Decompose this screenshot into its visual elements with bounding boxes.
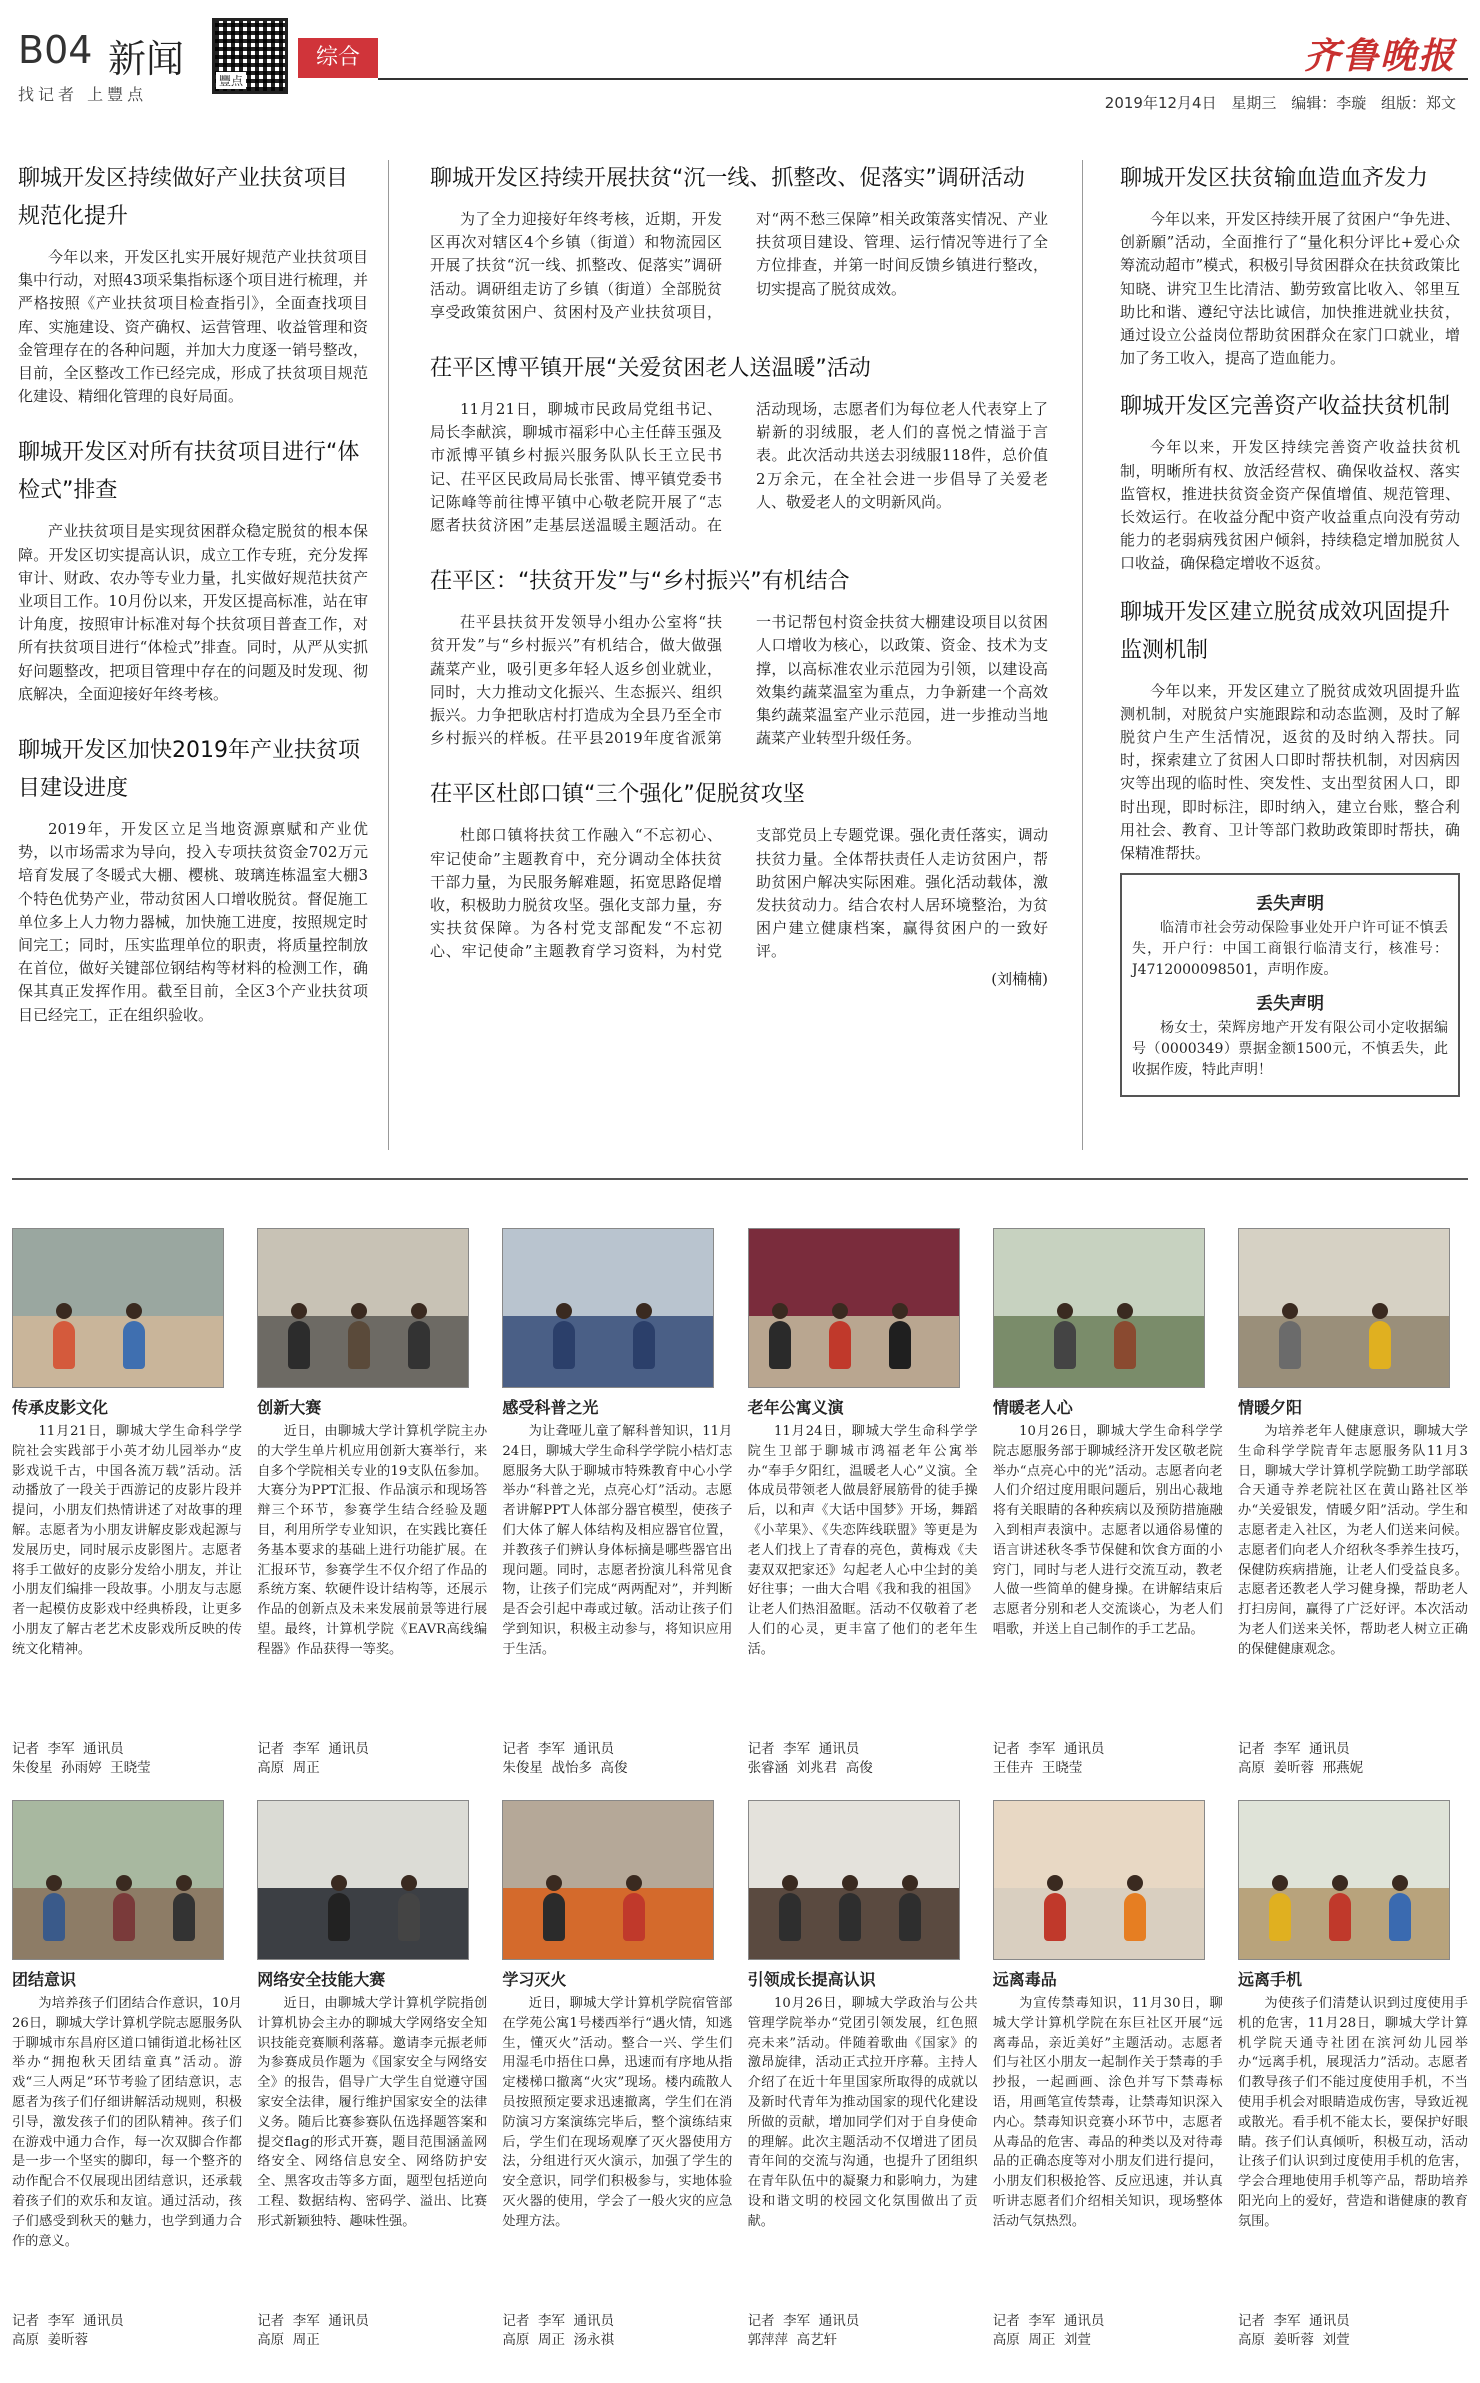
person-figure <box>288 1321 310 1369</box>
card-title: 创新大赛 <box>257 1398 322 1417</box>
page-number: B04 <box>18 28 93 72</box>
card-body: 11月24日，聊城大学生命科学学院生卫部于聊城市鸿福老年公寓举办“奉手夕阳红，温暖老人心”义演。全体成员带领老人做晨舒展筋骨的徒手操后，以和声《大话中国梦》开场，舞蹈《小苹果》、《失恋阵线联盟》等更是为老人们找上了青春的亮色，黄梅戏《夫妻双双把家还》勾起老人心中尘封的美好往事；一曲大合唱《我和我的祖国》让老人们热泪盈眶。活动不仅敬着了老人们的心灵，更丰富了他们的老年生活。 <box>747 1424 978 1657</box>
photo-bg <box>503 1801 713 1888</box>
photo-bg <box>13 1801 223 1888</box>
article-body: 今年以来，开发区持续开展了贫困户“争先进、创新願”活动，全面推行了“量化积分评比+爱心众筹流动超市”模式，积极引导贫困群众在扶贫政策比知晓、讲究卫生比清洁、勤劳致富比收入、邻里互助比和谐、遵纪守法比诚信，加快推进就业扶贫，通过设立公益岗位帮助贫困群众在家门口就业，增加了务工收入，提高了造血能力。 <box>1120 210 1460 368</box>
article-title: 聊城开发区持续做好产业扶贫项目规范化提升 <box>18 166 349 229</box>
article-body: 为了全力迎接好年终考核，近期，开发区再次对辖区4个乡镇（街道）和物流园区开展了扶贫“沉一线、抓整改、促落实”调研活动。调研组走访了乡镇（街道）全部脱贫享受政策贫困户、贫困村及产业扶贫项目，对“两不愁三保障”相关政策落实情况、产业扶贫项目建设、管理、运行情况等进行了全方位排查，并第一时间反馈乡镇进行整改，切实提高了脱贫成效。 <box>430 210 1048 321</box>
person-figure <box>123 1321 145 1369</box>
photo-news-card <box>12 1228 242 1778</box>
article-body: 今年以来，开发区持续完善资产收益扶贫机制，明晰所有权、放活经营权、确保收益权、落实监管权，推进扶贫资金资产保值增值、规范管理、长效运行。在收益分配中资产收益重点向没有劳动能力的老弱病残贫困户倾斜，持续稳定增加脱贫人口收益，确保稳定增收不返贫。 <box>1120 438 1460 573</box>
photo-bg <box>994 1229 1204 1316</box>
card-title: 老年公寓义演 <box>747 1398 844 1417</box>
article-title: 聊城开发区加快2019年产业扶贫项目建设进度 <box>18 738 360 802</box>
article-title: 聊城开发区持续开展扶贫“沉一线、抓整改、促落实”调研活动 <box>430 166 1025 191</box>
photo-fg <box>994 1316 1204 1387</box>
person-figure <box>1114 1321 1136 1369</box>
article-title: 聊城开发区对所有扶贫项目进行“体检式”排查 <box>18 440 360 504</box>
photo-fg <box>503 1888 713 1959</box>
notice-body: 杨女士，荣辉房地产开发有限公司小定收据编号（0000349）票据金额1500元，不慎丢失，此收据作废，特此声明！ <box>1132 1020 1448 1079</box>
card-body: 为培养孩子们团结合作意识，10月26日，聊城大学计算机学院志愿服务队于聊城市东昌府区道口铺街道北杨社区举办“拥抱秋天团结童真”活动。游戏“三人两足”环节考验了团结意识，志愿者为孩子们仔细讲解活动规则，积极引导，激发孩子们的团队精神。孩子们在游戏中通力合作，每一次双脚合作都是一步一个坚实的脚印，每一个整齐的动作配合不仅展现出团结意识，还承载着孩子们的欢乐和友谊。通过活动，孩子们感受到秋天的魅力，也学到通力合作的意义。 <box>12 1996 242 2249</box>
photo-news-card <box>502 1800 732 2350</box>
news-photo <box>993 1800 1205 1960</box>
left-column <box>18 160 368 1053</box>
article-title: 茌平区博平镇开展“关爱贫困老人送温暖”活动 <box>430 356 871 382</box>
card-credit: 记者 李军 通讯员 王佳卉 王晓莹 <box>992 1741 1105 1776</box>
article <box>1120 594 1460 866</box>
card-body: 为宣传禁毒知识，11月30日，聊城大学计算机学院在东巨社区开展“远离毒品，亲近美好”主题活动。志愿者们与社区小朋友一起制作关于禁毒的手抄报，一起画画、涂色并写下禁毒标语，用画笔宣传禁毒，让禁毒知识深入内心。禁毒知识竞赛小环节中，志愿者从毒品的危害、毒品的种类以及对待毒品的正确态度等对小朋友们进行提问，小朋友们积极抢答、反应迅速，并认真听讲志愿者们介绍相关知识，现场整体活动气氛热烈。 <box>992 1996 1223 2229</box>
photo-bg <box>13 1229 223 1316</box>
issue-date: 2019年12月4日 <box>1104 94 1217 112</box>
article-body: 2019年，开发区立足当地资源禀赋和产业优势，以市场需求为导向，投入专项扶贫资金702万元培育发展了冬暖式大棚、樱桃、玻璃连栋温室大棚3个特色优势产业，带动贫困人口增收脱贫。督促施工单位多上人力物力器械，加快施工进度，按照规定时间完工；同时，压实监理单位的职责，将质量控制放在首位，做好关键部位钢结构等材料的检测工作，确保其真正发挥作用。截至目前，全区3个产业扶贫项目已经完工，正在组织验收。 <box>18 820 368 1024</box>
article-body: 杜郎口镇将扶贫工作融入“不忘初心、牢记使命”主题教育中，充分调动全体扶贫干部力量，为民服务解难题，拓宽思路促增收，积极助力脱贫攻坚。强化支部力量，夯实扶贫保障。为各村党支部配发“不忘初心、牢记使命”主题教育学习资料，为村党支部党员上专题党课。强化责任落实，调动扶贫力量。全体帮扶责任人走访贫困户，帮助贫困户解决实际困难。强化活动载体，激发扶贫动力。结合农村人居环境整治，为贫困户建立健康档案，赢得贫困户的一致好评。 <box>430 826 1048 961</box>
news-photo <box>1238 1228 1450 1388</box>
person-figure <box>348 1321 370 1369</box>
person-figure <box>829 1321 851 1369</box>
article-body: 今年以来，开发区建立了脱贫成效巩固提升监测机制，对脱贫户实施跟踪和动态监测，及时了解脱贫户生产生活情况，返贫的及时纳入帮扶。同时，探索建立了贫困人口即时帮扶机制，对因病因灾等出现的临时性、突发性、支出型贫困人口，即时出现，即时标注，即时纳入，建立台账，整合利用社会、教育、卫计等部门救助政策即时帮扶，确保精准帮扶。 <box>1120 681 1460 863</box>
news-photo <box>748 1228 960 1388</box>
news-photo <box>502 1800 714 1960</box>
person-figure <box>328 1893 350 1941</box>
card-credit: 记者 李军 通讯员 朱俊星 战怡多 高俊 <box>502 1741 628 1776</box>
photo-fg <box>1239 1316 1449 1387</box>
person-figure <box>543 1893 565 1941</box>
person-figure <box>398 1893 420 1941</box>
card-title: 远离手机 <box>1237 1970 1302 1989</box>
article-body: 产业扶贫项目是实现贫困群众稳定脱贫的根本保障。开发区切实提高认识，成立工作专班，充分发挥审计、财政、农办等专业力量，扎实做好规范扶贫产业项目工作。10月份以来，开发区提高标准，站在审计角度，按照审计标准对每个扶贫项目普查工作，对所有扶贫项目进行“体检式”排查。同时，从严从实抓好问题整改，把项目管理中存在的问题及时发现、彻底解决，全面迎接好年终考核。 <box>18 522 368 703</box>
photo-fg <box>13 1316 223 1387</box>
person-figure <box>1044 1893 1066 1941</box>
article <box>1120 388 1460 575</box>
card-body: 近日，聊城大学计算机学院宿管部在学苑公寓1号楼西举行“遇火情，知逃生，懂灭火”活动。整合一兴、学生们用湿毛巾捂住口鼻，迅速而有序地从指定楼梯口撤离“火灾”现场。楼内疏散人员按照预定要求迅速撤离，学生们在消防演习方案演练完毕后，整个演练结束后，学生们在现场观摩了灭火器使用方法，分组进行灭火演示，加强了学生的安全意识，同学们积极参与，实地体验灭火器的使用，学会了一般火灾的应急处理方法。 <box>502 1996 733 2229</box>
notice-body: 临清市社会劳动保险事业处开户许可证不慎丢失，开户行：中国工商银行临清支行，核准号：J4712000098501，声明作废。 <box>1132 920 1448 979</box>
issue-weekday: 星期三 <box>1231 94 1277 112</box>
photo-news-card <box>257 1800 487 2350</box>
card-credit: 记者 李军 通讯员 高原 周正 刘萱 <box>992 2313 1105 2348</box>
card-title: 感受科普之光 <box>502 1398 599 1417</box>
staff-line: 找记者 上豐点 <box>18 85 148 104</box>
photo-news-card <box>748 1800 978 2350</box>
photo-news-row <box>12 1228 1468 1778</box>
card-title: 传承皮影文化 <box>12 1398 109 1417</box>
qr-label: 豐点 <box>216 72 246 89</box>
photo-news-card <box>993 1800 1223 2350</box>
article-title: 聊城开发区扶贫输血造血齐发力 <box>1120 166 1429 191</box>
person-figure <box>1329 1893 1351 1941</box>
person-figure <box>53 1321 75 1369</box>
article <box>430 563 1048 750</box>
article <box>430 350 1048 537</box>
photo-bg <box>258 1229 468 1316</box>
photo-bg <box>258 1801 468 1888</box>
photo-bg <box>503 1229 713 1316</box>
newspaper-logo: 齐鲁晚报 <box>1303 35 1456 77</box>
card-title: 情暖老人心 <box>992 1398 1073 1417</box>
card-credit: 记者 李军 通讯员 高原 周正 <box>257 2313 369 2348</box>
card-body: 10月26日，聊城大学政治与公共管理学院举办“党团引领发展，红色照亮未来”活动。伴随着歌曲《国家》的激昂旋律，活动正式拉开序幕。主持人介绍了在近十年里国家所取得的成就以及新时代青年为推动国家的现代化建设所做的贡献，增加同学们对于自身使命的理解。此次主题活动不仅增进了团员青年间的交流与沟通，也提升了团组织在青年队伍中的凝聚力和影响力，为建设和谐文明的校园文化氛围做出了贡献。 <box>747 1996 978 2229</box>
news-photo <box>748 1800 960 1960</box>
card-credit: 记者 李军 通讯员 高原 姜昕蓉 <box>12 2313 124 2348</box>
article-title: 茌平区：“扶贫开发”与“乡村振兴”有机结合 <box>430 569 850 595</box>
card-title: 网络安全技能大赛 <box>257 1970 386 1989</box>
notice-title: 丢失声明 <box>1256 894 1324 915</box>
article-body: 茌平县扶贫开发领导小组办公室将“扶贫开发”与“乡村振兴”有机结合，做大做强蔬菜产业，吸引更多年轻人返乡创业就业，同时，大力推动文化振兴、生态振兴、组织振兴。力争把耿店村打造成为全县乃至全市乡村振兴的样板。茌平县2019年度省派第一书记帮包村资金扶贫大棚建设项目以贫困人口增收为核心，以政策、资金、技术为支撑，以高标准农业示范园为引领，以建设高效集约蔬菜温室为重点，力争新建一个高效集约蔬菜温室产业示范园，进一步推动当地蔬菜产业转型升级任务。 <box>430 613 1048 748</box>
card-body: 为培养老年人健康意识，聊城大学生命科学学院青年志愿服务队11月3日，聊城大学计算机学院勤工助学部联合天通寺养老院社区在黄山路社区举办“关爱银发，情暖夕阳”活动。学生和志愿者走入社区，为老人们送来问候。志愿者们向老人介绍秋冬季养生技巧，保健防疾病措施，让老人们受益良多。志愿者还教老人学习健身操，帮助老人打扫房间，赢得了广泛好评。本次活动为老人们送来关怀，帮助老人树立正确的保健健康观念。 <box>1237 1424 1468 1657</box>
photo-news-card <box>1238 1228 1468 1778</box>
card-credit: 记者 李军 通讯员 高原 姜昕蓉 邢燕妮 <box>1237 1741 1364 1776</box>
card-body: 近日，由聊城大学计算机学院指创计算机协会主办的聊城大学网络安全知识技能竞赛顺利落幕。邀请李元振老师为参赛成员作题为《国家安全与网络安全》的报告，倡导广大学生自觉遵守国家安全法律，履行维护国家安全的法律义务。随后比赛参赛队伍选择题答案和提交flag的形式开赛，题目范围涵盖网络安全、网络信息安全、网络防护安全、黑客攻击等多方面，题型包括逆向工程、数据结构、密码学、溢出、比赛形式新颖独特、趣味性强。 <box>257 1996 488 2229</box>
card-body: 为让聋哑儿童了解科普知识，11月24日，聊城大学生命科学学院小桔灯志愿服务大队于聊城市特殊教育中心小学举办“科普之光，点亮心灯”活动。志愿者讲解PPT人体部分器官模型，使孩子们大体了解人体结构及相应器官位置，并教孩子们辨认身体标摘是哪些器官出现问题。同时，志愿者扮演儿科常见食物，让孩子们完成“两两配对”，并判断是否会引起中毒或过敏。活动让孩子们学到知识，积极主动参与，将知识应用于生活。 <box>502 1424 733 1657</box>
person-figure <box>779 1893 801 1941</box>
person-figure <box>1389 1893 1411 1941</box>
person-figure <box>769 1321 791 1369</box>
card-title: 学习灭火 <box>502 1970 567 1989</box>
person-figure <box>623 1893 645 1941</box>
card-title: 团结意识 <box>12 1970 77 1989</box>
right-column <box>1120 160 1460 1097</box>
news-photo <box>12 1228 224 1388</box>
notices-box <box>1120 873 1460 1097</box>
page-header <box>0 0 1480 120</box>
person-figure <box>113 1893 135 1941</box>
card-credit: 记者 李军 通讯员 高原 姜昕蓉 刘萱 <box>1237 2313 1350 2348</box>
layout-editor: 组版：郑文 <box>1380 94 1456 112</box>
article-byline: (刘楠楠) <box>991 969 1048 988</box>
article-body: 今年以来，开发区扎实开展好规范产业扶贫项目集中行动，对照43项采集指标逐个项目进行梳理，并严格按照《产业扶贫项目检查指引》，全面查找项目库、实施建设、资产确权、运营管理、收益管理和资金管理存在的各种问题，并加大力度逐一销号整改，目前，全区整改工作已经完成，形成了扶贫项目规范化建设、精细化管理的良好局面。 <box>18 248 368 406</box>
article <box>18 434 368 706</box>
column-divider <box>388 160 389 1150</box>
photo-news-card <box>12 1800 242 2350</box>
photo-news-card <box>748 1228 978 1778</box>
section-tag: 综合 <box>298 38 378 78</box>
card-credit: 记者 李军 通讯员 朱俊星 孙雨婷 王晓莹 <box>12 1741 151 1776</box>
card-body: 为使孩子们清楚认识到过度使用手机的危害，11月28日，聊城大学计算机学院天通寺社团在滨河幼儿园举办“远离手机，展现活力”活动。志愿者们教导孩子们不能过度使用手机，不当使用手机会对眼睛造成伤害，导致近视或散光。看手机不能太长，要保护好眼睛。孩子们认真倾听，积极互动，活动让孩子们认识到过度使用手机的危害，学会合理地使用手机等产品，帮助培养阳光向上的爱好，营造和谐健康的教育氛围。 <box>1237 1996 1468 2229</box>
photo-fg <box>503 1316 713 1387</box>
person-figure <box>1054 1321 1076 1369</box>
photo-news-card <box>993 1228 1223 1778</box>
middle-column <box>430 160 1048 1015</box>
column-divider <box>1082 160 1083 1150</box>
article <box>1120 160 1460 370</box>
card-credit: 记者 李军 通讯员 高原 周正 汤永祺 <box>502 2313 615 2348</box>
card-credit: 记者 李军 通讯员 郭萍萍 高艺轩 <box>747 2313 860 2348</box>
news-photo <box>12 1800 224 1960</box>
photo-fg <box>258 1888 468 1959</box>
article-body: 11月21日，聊城市民政局党组书记、局长李献滨，聊城市福彩中心主任薛玉强及市派博平镇乡村振兴服务队队长王立民书记、茌平区民政局局长张雷、博平镇党委书记陈峰等前往博平镇中心敬老院开展了“志愿者扶贫济困”走基层送温暖主题活动。在活动现场，志愿者们为每位老人代表穿上了崭新的羽绒服，老人们的喜悦之情溢于言表。此次活动共送去羽绒服118件，总价值2万余元，在全社会进一步倡导了关爱老人、敬爱老人的文明新风尚。 <box>430 400 1048 535</box>
article <box>18 160 368 408</box>
photo-fg <box>994 1888 1204 1959</box>
photo-bg <box>1239 1801 1449 1888</box>
card-body: 近日，由聊城大学计算机学院主办的大学生单片机应用创新大赛举行，来自多个学院相关专业的19支队伍参加。大赛分为PPT汇报、作品演示和现场答辩三个环节，参赛学生结合经验及题目，利用所学专业知识，在实践比赛任务基本要求的基础上进行功能扩展。在汇报环节，参赛学生不仅介绍了作品的系统方案、软硬件设计结构等，还展示作品的创新点及未来发展前景等进行展望。最终，计算机学院《EAVR高线编程器》作品获得一等奖。 <box>257 1424 488 1657</box>
card-title: 情暖夕阳 <box>1237 1398 1302 1417</box>
photo-bg <box>1239 1229 1449 1316</box>
article <box>18 732 368 1027</box>
article <box>430 776 1048 988</box>
person-figure <box>633 1321 655 1369</box>
article-title: 聊城开发区完善资产收益扶贫机制 <box>1120 394 1451 420</box>
person-figure <box>1269 1893 1291 1941</box>
editor: 编辑：李璇 <box>1291 94 1367 112</box>
card-credit: 记者 李军 通讯员 高原 周正 <box>257 1741 369 1776</box>
section-name: 新闻 <box>108 37 185 81</box>
news-photo <box>993 1228 1205 1388</box>
person-figure <box>408 1321 430 1369</box>
article <box>430 160 1048 324</box>
news-photo <box>257 1800 469 1960</box>
person-figure <box>839 1893 861 1941</box>
card-credit: 记者 李军 通讯员 张睿涵 刘兆君 高俊 <box>747 1741 873 1776</box>
news-photo <box>502 1228 714 1388</box>
person-figure <box>899 1893 921 1941</box>
article-title: 聊城开发区建立脱贫成效巩固提升监测机制 <box>1120 599 1451 663</box>
person-figure <box>173 1893 195 1941</box>
section-divider <box>12 1178 1468 1180</box>
person-figure <box>1369 1321 1391 1369</box>
photo-news-row <box>12 1800 1468 2350</box>
person-figure <box>43 1893 65 1941</box>
card-title: 远离毒品 <box>992 1970 1057 1989</box>
person-figure <box>1124 1893 1146 1941</box>
article-title: 茌平区杜郎口镇“三个强化”促脱贫攻坚 <box>430 782 805 808</box>
issue-meta <box>1105 92 1456 113</box>
photo-bg <box>994 1801 1204 1888</box>
person-figure <box>889 1321 911 1369</box>
photo-news-card <box>502 1228 732 1778</box>
photo-news-card <box>1238 1800 1468 2350</box>
news-photo <box>257 1228 469 1388</box>
person-figure <box>553 1321 575 1369</box>
notice-title: 丢失声明 <box>1256 994 1324 1015</box>
news-photo <box>1238 1800 1450 1960</box>
card-body: 11月21日，聊城大学生命科学学院社会实践部于小英才幼儿园举办“皮影戏说千古，中国各流万载”活动。活动播放了一段关于西游记的皮影片段并提问，小朋友们热情讲述了对故事的理解。志愿者为小朋友讲解皮影戏起源与发展历史，同时展示皮影图片。志愿者将手工做好的皮影分发给小朋友，并让小朋友们编排一段故事。小朋友与志愿者一起模仿皮影戏中经典桥段，让更多小朋友了解古老艺术皮影戏所反映的传统文化精神。 <box>12 1424 242 1657</box>
person-figure <box>1279 1321 1301 1369</box>
photo-news-card <box>257 1228 487 1778</box>
card-title: 引领成长提高认识 <box>747 1970 876 1989</box>
card-body: 10月26日，聊城大学生命科学学院志愿服务部于聊城经济开发区敬老院举办“点亮心中的光”活动。志愿者向老人们介绍过度用眼问题后，别出心裁地将有关眼睛的各种疾病以及预防措施融入到相声表演中。志愿者以通俗易懂的语言讲述秋冬季节保健和饮食方面的小窍门，同时与老人进行交流互动，教老人做一些简单的健身操。在讲解结束后志愿者分别和老人交流谈心，为老人们唱歌，并送上自己制作的手工艺品。 <box>992 1424 1223 1637</box>
